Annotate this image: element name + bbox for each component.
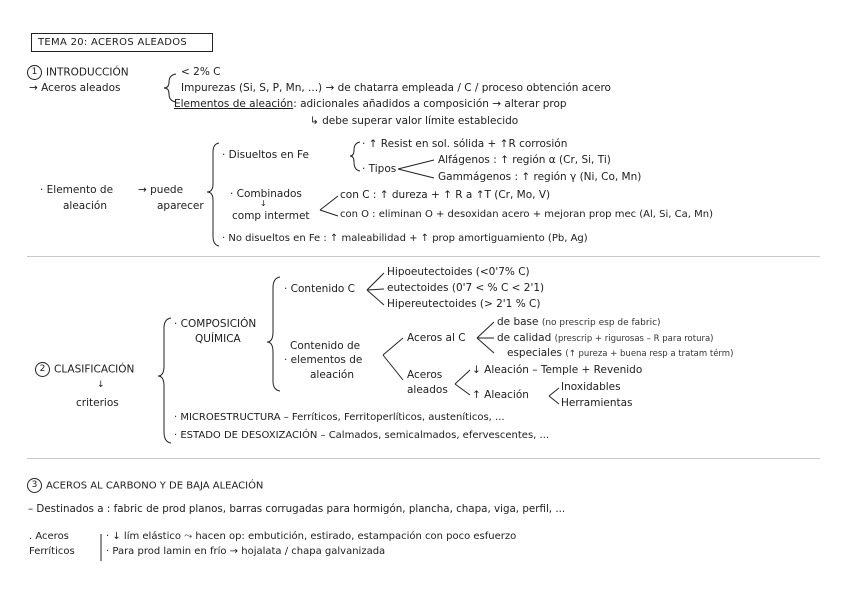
eutectoides: eutectoides (0'7 < % C < 2'1) (387, 282, 545, 294)
puede-label: → puede (138, 184, 184, 196)
aceros-ferriticos-1: . Aceros (29, 531, 69, 542)
aceros-aleados-2: aleados (407, 384, 448, 396)
destinados: – Destinados a : fabric de prod planos, barras corrugadas para hormigón, plancha, chapa, viga, perfil, ... (28, 503, 566, 515)
ferriticos-laminado: · Para prod lamin en frío → hojalata / chapa galvanizada (106, 546, 386, 557)
section-3-heading-text: ACEROS AL CARBONO Y DE BAJA ALEACIÓN (46, 480, 264, 492)
ferriticos-limite: · ↓ lím elástico ⤳ hacen op: embutición, estirado, estampación con poco esfuerzo (106, 531, 517, 542)
combinados-label: · Combinados (230, 188, 302, 200)
especiales-note: (↑ pureza + buena resp a tratam térm) (565, 349, 734, 359)
intro-impurezas: Impurezas (Si, S, P, Mn, ...) → de chatarra empleada / C / proceso obtención acero (181, 82, 611, 94)
hipereutectoides: Hipereutectoides (> 2'1 % C) (387, 298, 541, 310)
elemento-aleacion-2: aleación (63, 200, 108, 212)
herramientas: Herramientas (561, 397, 633, 409)
divider (27, 256, 820, 257)
elementos-label: Elementos de aleación (174, 98, 294, 110)
con-oxigeno: con O : eliminan O + desoxidan acero + mejoran prop mec (Al, Si, Ca, Mn) (340, 209, 713, 220)
criterios-label: criterios (76, 397, 119, 409)
hipoeutectoides: Hipoeutectoides (<0'7% C) (387, 266, 530, 278)
alta-aleacion: ↑ Aleación (472, 389, 529, 401)
combinados-arrow: ↓ (260, 199, 267, 208)
divider (27, 458, 820, 459)
alfagenos: Alfágenos : ↑ región α (Cr, Si, Ti) (438, 154, 611, 166)
elemento-aleacion-1: · Elemento de (40, 184, 114, 196)
baja-aleacion: ↓ Aleación – Temple + Revenido (472, 364, 643, 376)
comp-intermet: comp intermet (232, 210, 310, 222)
section-number-badge: 1 (27, 65, 42, 80)
aceros-ferriticos-2: Ferríticos (29, 546, 75, 557)
de-calidad (497, 333, 714, 344)
contenido-elementos-1: Contenido de (290, 340, 361, 352)
disueltos-resist: · ↑ Resist en sol. sólida + ↑R corrosión (362, 138, 568, 150)
section-2-heading-text: CLASIFICACIÓN (54, 363, 135, 376)
inoxidables: Inoxidables (561, 381, 621, 393)
tipos-label: · Tipos (362, 163, 397, 175)
intro-carbon: < 2% C (181, 66, 221, 78)
contenido-elementos-2: · elementos de (284, 354, 363, 366)
disueltos-label: · Disueltos en Fe (222, 149, 309, 161)
quimica-label: QUÍMICA (195, 333, 241, 345)
composicion-label: · COMPOSICIÓN (174, 318, 257, 330)
page-title: TEMA 20: ACEROS ALEADOS (31, 33, 213, 52)
especiales-label: especiales (507, 347, 563, 359)
de-calidad-note: (prescrip + rigurosas – R para rotura) (554, 334, 714, 344)
section-number-badge: 2 (35, 362, 50, 377)
section-3-heading (27, 478, 263, 493)
intro-lead: → Aceros aleados (29, 82, 121, 94)
aceros-aleados-1: Aceros (407, 369, 443, 381)
intro-elementos-sub: ↳ debe superar valor límite establecido (310, 115, 519, 127)
especiales (507, 348, 733, 359)
de-base-label: de base (497, 316, 539, 328)
intro-elementos (174, 99, 567, 110)
de-calidad-label: de calidad (497, 332, 552, 344)
contenido-c: · Contenido C (284, 283, 355, 295)
section-2-heading (35, 362, 134, 377)
de-base (497, 317, 661, 328)
estado-desoxizacion: · ESTADO DE DESOXIZACIÓN – Calmados, semicalmados, efervescentes, ... (174, 430, 550, 441)
section-number-badge: 3 (27, 478, 42, 493)
contenido-elementos-3: aleación (310, 369, 355, 381)
section-1-heading-text: INTRODUCCIÓN (46, 66, 129, 79)
con-carbono: con C : ↑ dureza + ↑ R a ↑T (Cr, Mo, V) (340, 189, 551, 201)
aceros-al-c: Aceros al C (407, 332, 466, 344)
aparecer-label: aparecer (157, 200, 204, 212)
section-1-heading (27, 65, 129, 80)
elementos-text: : adicionales añadidos a composición → alterar prop (293, 98, 567, 110)
gammagenos: Gammágenos : ↑ región γ (Ni, Co, Mn) (438, 171, 642, 183)
no-disueltos: · No disueltos en Fe : ↑ maleabilidad + ↑ prop amortiguamiento (Pb, Ag) (222, 233, 588, 244)
microestructura: · MICROESTRUCTURA – Ferríticos, Ferritoperlíticos, austeníticos, ... (174, 412, 505, 423)
de-base-note: (no prescrip esp de fabric) (541, 318, 661, 328)
clasificacion-arrow: ↓ (97, 380, 105, 390)
